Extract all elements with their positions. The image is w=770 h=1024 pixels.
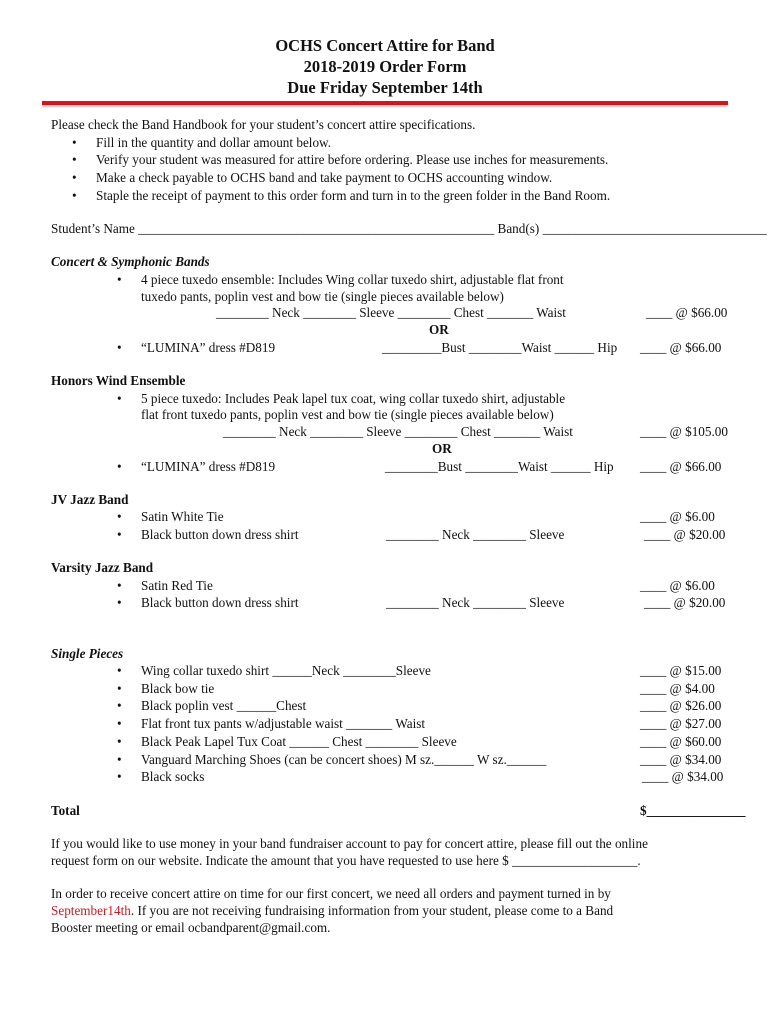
hw-lumina-dress: • “LUMINA” dress #D819 bbox=[141, 458, 275, 476]
hw-or: OR bbox=[432, 441, 452, 456]
cs-lumina-measurements[interactable]: _________Bust ________Waist ______ Hip bbox=[382, 340, 618, 355]
header-divider bbox=[42, 101, 728, 105]
form-year: 2018-2019 Order Form bbox=[303, 57, 467, 76]
deadline-para-line3: Booster meeting or email ocbandparent@gmail.com. bbox=[51, 920, 331, 935]
hw-tuxedo-price[interactable]: ____ @ $105.00 bbox=[640, 424, 728, 439]
deadline-para-line1: In order to receive concert attire on time for our first concert, we need all orders and payment turned in by bbox=[51, 886, 611, 901]
cs-lumina-dress: • “LUMINA” dress #D819 bbox=[141, 339, 275, 357]
jv-dress-shirt-price[interactable]: ____ @ $20.00 bbox=[644, 527, 726, 542]
cs-tuxedo-measurements[interactable]: ________ Neck ________ Sleeve ________ Chest _______ Waist bbox=[216, 305, 566, 320]
single-item-price[interactable]: ____ @ $26.00 bbox=[640, 698, 722, 713]
total-value[interactable]: $_______________ bbox=[640, 803, 746, 818]
hw-lumina-measurements[interactable]: ________Bust ________Waist ______ Hip bbox=[385, 459, 614, 474]
cs-or: OR bbox=[429, 322, 449, 337]
jv-white-tie: • Satin White Tie bbox=[141, 508, 224, 526]
varsity-jazz-heading: Varsity Jazz Band bbox=[51, 560, 154, 575]
cs-tuxedo-price[interactable]: ____ @ $66.00 bbox=[646, 305, 728, 320]
single-item-label: • Black bow tie bbox=[141, 680, 214, 698]
student-name-line[interactable]: Student’s Name ______________________________________________________ Band(s) __________________________________ bbox=[51, 221, 767, 236]
cs-lumina-price[interactable]: ____ @ $66.00 bbox=[640, 340, 722, 355]
form-title: OCHS Concert Attire for Band bbox=[275, 36, 495, 55]
single-item-price[interactable]: ____ @ $15.00 bbox=[640, 663, 722, 678]
intro-text: Please check the Band Handbook for your student’s concert attire specifications. bbox=[51, 117, 476, 132]
jv-dress-shirt-measurements[interactable]: ________ Neck ________ Sleeve bbox=[386, 527, 565, 542]
hw-tuxedo-measurements[interactable]: ________ Neck ________ Sleeve ________ Chest _______ Waist bbox=[223, 424, 573, 439]
single-item-price[interactable]: ____ @ $4.00 bbox=[640, 681, 715, 696]
single-pieces-heading: Single Pieces bbox=[51, 646, 124, 661]
intro-bullet-1: • Fill in the quantity and dollar amount below. bbox=[96, 134, 331, 152]
hw-tuxedo-line2: flat front tuxedo pants, poplin vest and bow tie (single pieces available below) bbox=[141, 407, 554, 422]
hw-lumina-price[interactable]: ____ @ $66.00 bbox=[640, 459, 722, 474]
cs-tuxedo-line2: tuxedo pants, poplin vest and bow tie (single pieces available below) bbox=[141, 289, 504, 304]
varsity-dress-shirt: • Black button down dress shirt bbox=[141, 594, 299, 612]
single-item-price[interactable]: ____ @ $27.00 bbox=[640, 716, 722, 731]
single-item-price[interactable]: ____ @ $34.00 bbox=[642, 769, 724, 784]
fundraiser-para-line1: If you would like to use money in your band fundraiser account to pay for concert attire, please fill out the online bbox=[51, 836, 648, 851]
honors-wind-heading: Honors Wind Ensemble bbox=[51, 373, 186, 388]
intro-bullet-3: • Make a check payable to OCHS band and take payment to OCHS accounting window. bbox=[96, 169, 552, 187]
varsity-dress-shirt-measurements[interactable]: ________ Neck ________ Sleeve bbox=[386, 595, 565, 610]
varsity-dress-shirt-price[interactable]: ____ @ $20.00 bbox=[644, 595, 726, 610]
total-label: Total bbox=[51, 803, 80, 818]
jv-white-tie-price[interactable]: ____ @ $6.00 bbox=[640, 509, 715, 524]
single-item-label: • Flat front tux pants w/adjustable waist _______ Waist bbox=[141, 715, 425, 733]
cs-tuxedo-line1: • 4 piece tuxedo ensemble: Includes Wing collar tuxedo shirt, adjustable flat front bbox=[141, 271, 564, 289]
deadline-para-line2 bbox=[51, 902, 613, 920]
jv-jazz-heading: JV Jazz Band bbox=[51, 492, 129, 507]
single-item-label: • Black poplin vest ______Chest bbox=[141, 697, 306, 715]
form-due-date: Due Friday September 14th bbox=[287, 78, 483, 97]
single-item-label: • Black socks bbox=[141, 768, 204, 786]
jv-dress-shirt: • Black button down dress shirt bbox=[141, 526, 299, 544]
intro-bullet-4: • Staple the receipt of payment to this order form and turn in to the green folder in the Band Room. bbox=[96, 187, 610, 205]
single-item-label: • Vanguard Marching Shoes (can be concert shoes) M sz.______ W sz.______ bbox=[141, 751, 546, 769]
single-item-label: • Wing collar tuxedo shirt ______Neck ________Sleeve bbox=[141, 662, 431, 680]
intro-bullet-2: • Verify your student was measured for attire before ordering. Please use inches for measurements. bbox=[96, 151, 608, 169]
deadline-para-line2-rest: . If you are not receiving fundraising information from your student, please come to a Band bbox=[130, 903, 614, 918]
varsity-red-tie: • Satin Red Tie bbox=[141, 577, 213, 595]
single-item-label: • Black Peak Lapel Tux Coat ______ Chest ________ Sleeve bbox=[141, 733, 457, 751]
varsity-red-tie-price[interactable]: ____ @ $6.00 bbox=[640, 578, 715, 593]
concert-symphonic-heading: Concert & Symphonic Bands bbox=[51, 254, 210, 269]
single-item-price[interactable]: ____ @ $34.00 bbox=[640, 752, 722, 767]
hw-tuxedo-line1: • 5 piece tuxedo: Includes Peak lapel tux coat, wing collar tuxedo shirt, adjustable bbox=[141, 390, 565, 408]
deadline-date: September14th bbox=[51, 903, 131, 918]
fundraiser-para-line2[interactable]: request form on our website. Indicate the amount that you have requested to use here $ ___________________. bbox=[51, 853, 641, 868]
single-item-price[interactable]: ____ @ $60.00 bbox=[640, 734, 722, 749]
